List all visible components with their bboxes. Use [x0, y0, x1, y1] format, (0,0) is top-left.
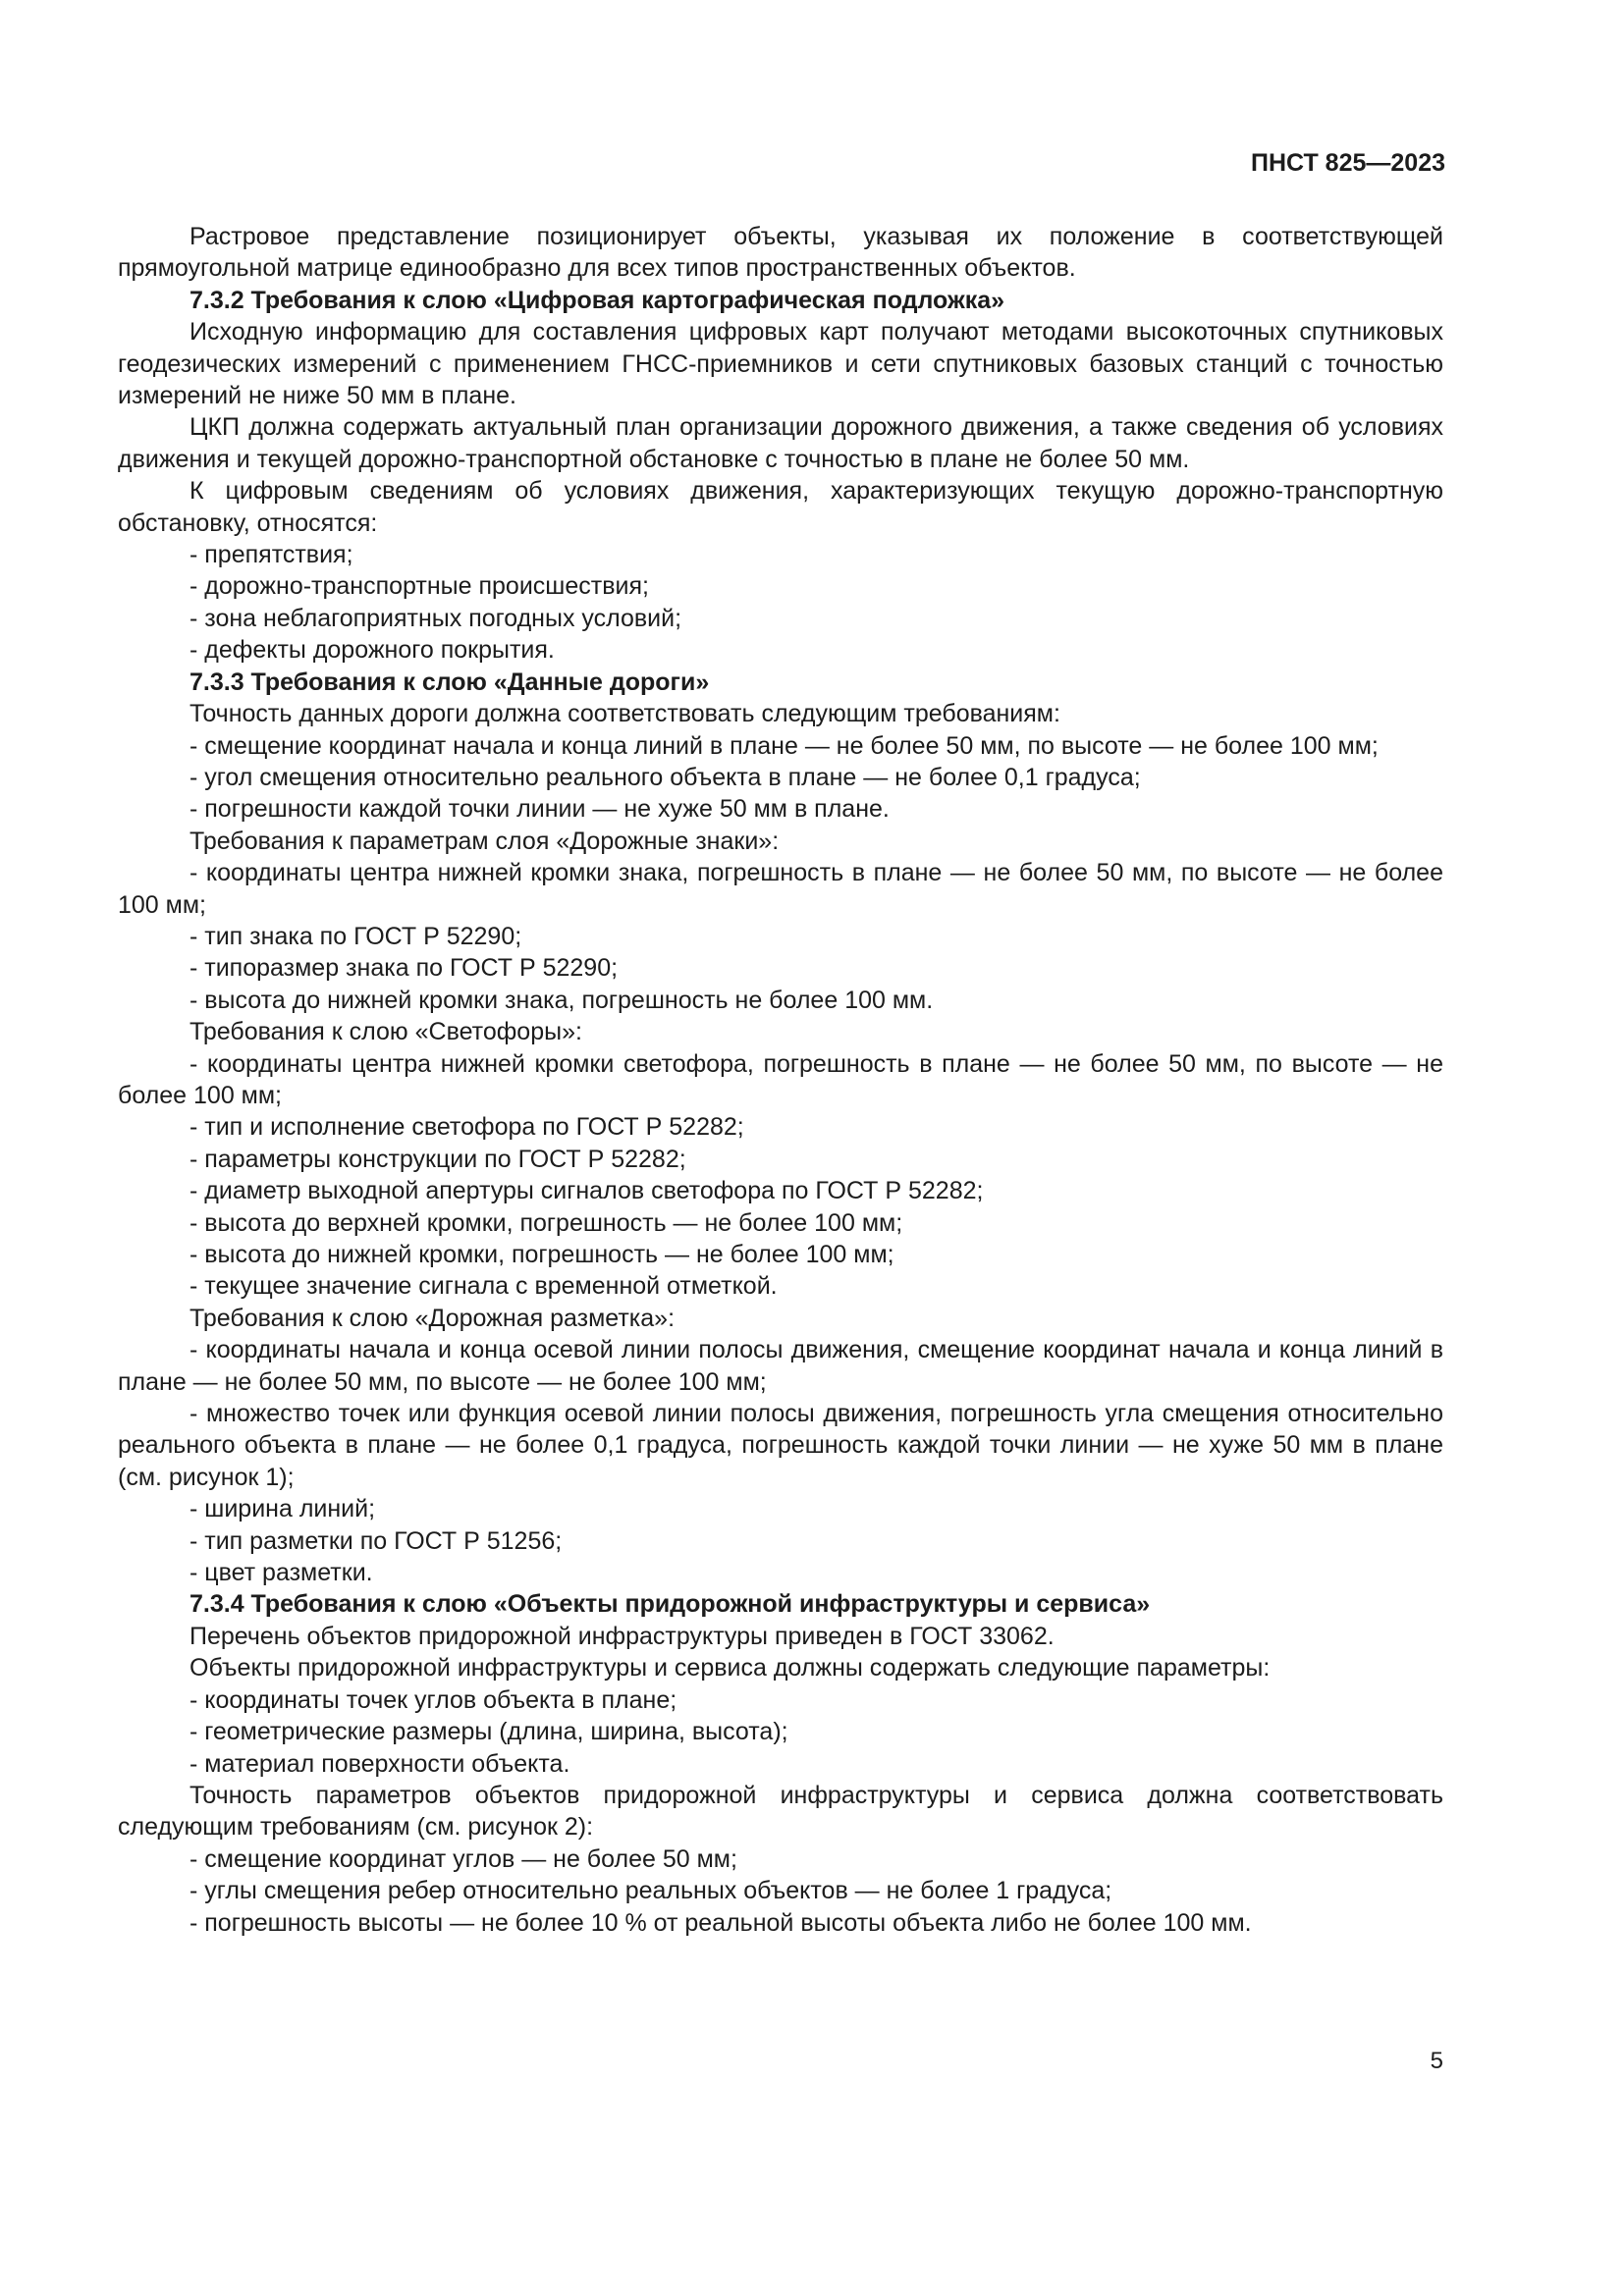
list-item: - зона неблагоприятных погодных условий; [189, 604, 682, 632]
list-item: - параметры конструкции по ГОСТ Р 52282; [189, 1145, 686, 1173]
bullet-list [118, 1684, 1443, 1780]
list-item: - погрешности каждой точки линии — не хуже 50 мм в плане. [189, 795, 890, 824]
bullet-list [118, 539, 1443, 667]
section-heading: 7.3.4 Требования к слою «Объекты придорожной инфраструктуры и сервиса» [189, 1590, 1151, 1619]
list-item: - ширина линий; [189, 1495, 376, 1523]
list-item: - смещение координат начала и конца линий в плане — не более 50 мм, по высоте — не более 100 мм; [189, 731, 1379, 760]
list-item: - множество точек или функция осевой линии полосы движения, погрешность угла смещения относительно реального объекта в плане — не более 0,1 градуса, погрешность каждой точки линии — не хуже 50 мм в плане (см. рисунок 1); [118, 1400, 1443, 1491]
section-heading: 7.3.2 Требования к слою «Цифровая картографическая подложка» [189, 286, 1005, 314]
paragraph: Растровое представление позиционирует объекты, указывая их положение в соответствующей прямоугольной матрице единообразно для всех типов пространственных объектов. [118, 223, 1443, 283]
paragraph: К цифровым сведениям об условиях движения, характеризующих текущую дорожно-транспортную обстановку, относятся: [118, 477, 1443, 537]
list-item: - высота до верхней кромки, погрешность — не более 100 мм; [189, 1208, 903, 1237]
document-code: ПНСТ 825—2023 [1251, 149, 1445, 177]
page-number: 5 [1430, 2048, 1443, 2074]
paragraph: Требования к параметрам слоя «Дорожные знаки»: [189, 827, 780, 855]
list-item: - тип разметки по ГОСТ Р 51256; [189, 1526, 563, 1555]
bullet-list [118, 730, 1443, 826]
paragraph: Перечень объектов придорожной инфраструктуры приведен в ГОСТ 33062. [189, 1622, 1055, 1650]
paragraph: Точность параметров объектов придорожной инфраструктуры и сервиса должна соответствовать следующим требованиям (см. рисунок 2): [118, 1781, 1443, 1842]
list-item: - дефекты дорожного покрытия. [189, 636, 555, 665]
list-item: - координаты центра нижней кромки знака, погрешность в плане — не более 50 мм, по высоте — не более 100 мм; [118, 859, 1443, 919]
list-item: - высота до нижней кромки знака, погрешность не более 100 мм. [189, 986, 934, 1014]
bullet-list [118, 1048, 1443, 1303]
list-item: - цвет разметки. [189, 1559, 373, 1587]
bullet-list [118, 1843, 1443, 1939]
list-item: - геометрические размеры (длина, ширина, высота); [189, 1718, 788, 1746]
list-item: - типоразмер знака по ГОСТ Р 52290; [189, 954, 619, 983]
list-item: - координаты центра нижней кромки светофора, погрешность в плане — не более 50 мм, по высоте — не более 100 мм; [118, 1049, 1443, 1109]
list-item: - диаметр выходной апертуры сигналов светофора по ГОСТ Р 52282; [189, 1177, 984, 1205]
paragraph: Исходную информацию для составления цифровых карт получают методами высокоточных спутниковых геодезических измерений с применением ГНСС-приемников и сети спутниковых базовых станций с точностью измерений не ниже 50 мм в плане. [118, 318, 1443, 410]
list-item: - координаты точек углов объекта в плане; [189, 1685, 677, 1714]
paragraph: ЦКП должна содержать актуальный план организации дорожного движения, а также сведения об условиях движения и текущей дорожно-транспортной обстановке с точностью в плане не более 50 мм. [118, 413, 1443, 473]
list-item: - углы смещения ребер относительно реальных объектов — не более 1 градуса; [189, 1877, 1112, 1905]
paragraph: Точность данных дороги должна соответствовать следующим требованиям: [189, 700, 1060, 728]
document-body [118, 221, 1443, 1939]
list-item: - погрешность высоты — не более 10 % от реальной высоты объекта либо не более 100 мм. [189, 1908, 1252, 1937]
bullet-list [118, 1334, 1443, 1588]
list-item: - дорожно-транспортные происшествия; [189, 572, 649, 601]
list-item: - текущее значение сигнала с временной отметкой. [189, 1272, 778, 1301]
list-item: - материал поверхности объекта. [189, 1749, 570, 1778]
list-item: - высота до нижней кромки, погрешность — не более 100 мм; [189, 1241, 894, 1268]
list-item: - координаты начала и конца осевой линии полосы движения, смещение координат начала и конца линий в плане — не более 50 мм, по высоте — не более 100 мм; [118, 1336, 1443, 1396]
section-heading: 7.3.3 Требования к слою «Данные дороги» [189, 667, 710, 696]
list-item: - смещение координат углов — не более 50 мм; [189, 1844, 737, 1873]
paragraph: Объекты придорожной инфраструктуры и сервиса должны содержать следующие параметры: [189, 1654, 1271, 1682]
bullet-list [118, 857, 1443, 1016]
list-item: - тип знака по ГОСТ Р 52290; [189, 922, 522, 950]
list-item: - препятствия; [189, 541, 353, 569]
list-item: - тип и исполнение светофора по ГОСТ Р 52282; [189, 1113, 744, 1142]
paragraph: Требования к слою «Дорожная разметка»: [189, 1304, 676, 1332]
paragraph: Требования к слою «Светофоры»: [189, 1018, 582, 1046]
list-item: - угол смещения относительно реального объекта в плане — не более 0,1 градуса; [189, 763, 1141, 791]
